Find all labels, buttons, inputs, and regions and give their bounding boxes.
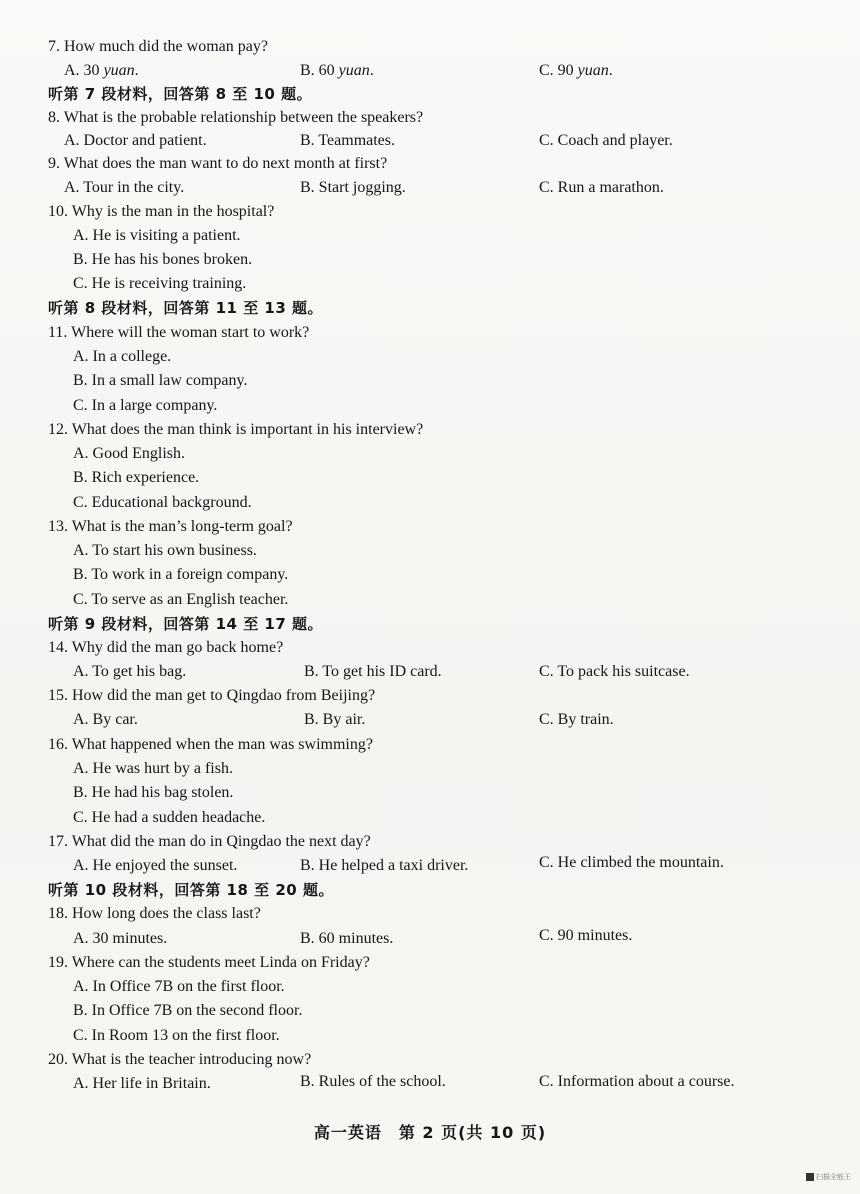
line-text: A. Her life in Britain. [73, 1075, 211, 1092]
section-instruction [48, 880, 334, 900]
watermark-text: 扫描全能王 [816, 1173, 851, 1181]
line-text: B. In a small law company. [73, 372, 248, 389]
answer-option [64, 131, 207, 151]
answer-option [73, 662, 186, 682]
line-text: C. Coach and player. [539, 132, 673, 149]
line-text: B. Start jogging. [300, 179, 406, 196]
answer-option [73, 590, 288, 610]
answer-option [300, 1072, 446, 1092]
line-text: A. 30 minutes. [73, 930, 168, 947]
question-stem [48, 638, 283, 658]
answer-option [539, 926, 632, 946]
line-text: B. 60 minutes. [300, 930, 394, 947]
line-text: 19. Where can the students meet Linda on Friday? [48, 954, 370, 971]
line-text: B. By air. [304, 711, 366, 728]
answer-option [73, 808, 265, 828]
question-stem [48, 953, 370, 973]
line-text: C. Educational background. [73, 494, 252, 511]
question-stem [48, 735, 373, 755]
line-text: B. He helped a taxi driver. [300, 857, 469, 874]
line-text: A. In a college. [73, 348, 172, 365]
line-text: B. Rules of the school. [300, 1073, 446, 1090]
question-stem [48, 1050, 311, 1070]
answer-option [73, 226, 241, 246]
line-text: A. Good English. [73, 445, 185, 462]
answer-option [73, 250, 252, 270]
section-instruction [48, 614, 323, 634]
question-stem [48, 154, 387, 174]
line-text: A. In Office 7B on the first floor. [73, 978, 285, 995]
line-text: C. 90 minutes. [539, 927, 633, 944]
section-instruction [48, 298, 323, 318]
answer-option [73, 710, 138, 730]
question-stem [48, 420, 423, 440]
answer-option [73, 274, 246, 294]
line-text: A. He was hurt by a fish. [73, 760, 233, 777]
line-text: B. Teammates. [300, 132, 396, 149]
line-text: 听第 9 段材料，回答第 14 至 17 题。 [48, 615, 324, 633]
line-text: A. To start his own business. [73, 542, 257, 559]
answer-option [73, 759, 233, 779]
question-stem [48, 37, 268, 57]
line-text: 20. What is the teacher introducing now? [48, 1051, 312, 1068]
answer-option [300, 856, 468, 876]
answer-option [73, 783, 233, 803]
line-text: C. Run a marathon. [539, 179, 664, 196]
line-text: A. 30 [64, 62, 104, 79]
line-punctuation: . [134, 62, 139, 79]
answer-option [73, 1074, 211, 1094]
line-text: C. He is receiving training. [73, 275, 247, 292]
line-text: C. He climbed the mountain. [539, 854, 724, 871]
line-text: C. By train. [539, 711, 614, 728]
page-footer: 高一英语 第 2 页(共 10 页) [313, 1123, 547, 1142]
answer-option [73, 565, 288, 585]
answer-option [539, 1072, 735, 1092]
line-text: 7. How much did the woman pay? [48, 38, 268, 55]
line-text: 10. Why is the man in the hospital? [48, 203, 275, 220]
line-text: C. Information about a course. [539, 1073, 735, 1090]
answer-option [73, 541, 257, 561]
answer-option [73, 1026, 280, 1046]
line-text: C. To pack his suitcase. [539, 663, 690, 680]
line-text: B. He had his bag stolen. [73, 784, 234, 801]
answer-option [539, 710, 614, 730]
line-punctuation: . [608, 62, 613, 79]
question-stem [48, 517, 293, 537]
scanner-watermark [806, 1170, 852, 1184]
answer-option [73, 856, 237, 876]
answer-option [73, 493, 252, 513]
line-text: A. To get his bag. [73, 663, 187, 680]
question-stem [48, 202, 274, 222]
question-stem [48, 686, 375, 706]
answer-option [64, 178, 184, 198]
line-text: 听第 10 段材料，回答第 18 至 20 题。 [48, 881, 334, 899]
currency-unit: yuan [103, 62, 135, 79]
answer-option [539, 662, 690, 682]
line-text: 11. Where will the woman start to work? [48, 324, 310, 341]
line-text: A. Tour in the city. [64, 179, 185, 196]
line-text: C. To serve as an English teacher. [73, 591, 289, 608]
line-text: B. To work in a foreign company. [73, 566, 289, 583]
currency-unit: yuan [338, 62, 370, 79]
answer-option [73, 444, 185, 464]
section-instruction [48, 84, 312, 104]
line-text: C. 90 [539, 62, 578, 79]
answer-option [73, 977, 285, 997]
answer-option [539, 178, 664, 198]
answer-option [73, 371, 247, 391]
question-stem [48, 904, 261, 924]
line-text: 16. What happened when the man was swimming? [48, 736, 373, 753]
line-text: A. Doctor and patient. [64, 132, 207, 149]
line-text: 14. Why did the man go back home? [48, 639, 284, 656]
answer-option [539, 131, 673, 151]
line-text: B. To get his ID card. [304, 663, 442, 680]
answer-option [304, 662, 442, 682]
line-text: A. He is visiting a patient. [73, 227, 241, 244]
answer-option [64, 61, 139, 81]
line-text: B. He has his bones broken. [73, 251, 253, 268]
question-stem [48, 108, 423, 128]
currency-unit: yuan [577, 62, 609, 79]
line-text: 9. What does the man want to do next month at first? [48, 155, 388, 172]
answer-option [73, 929, 167, 949]
line-text: 听第 7 段材料，回答第 8 至 10 题。 [48, 85, 313, 103]
line-text: B. Rich experience. [73, 469, 200, 486]
line-text: A. He enjoyed the sunset. [73, 857, 238, 874]
line-text: 8. What is the probable relationship between the speakers? [48, 109, 424, 126]
answer-option [539, 853, 724, 873]
line-punctuation: . [369, 62, 374, 79]
scanner-logo-icon [806, 1173, 814, 1181]
answer-option [73, 1001, 302, 1021]
line-text: B. In Office 7B on the second floor. [73, 1002, 303, 1019]
line-text: 12. What does the man think is important in his interview? [48, 421, 424, 438]
line-text: C. In a large company. [73, 397, 218, 414]
answer-option [300, 929, 393, 949]
line-text: 15. How did the man get to Qingdao from Beijing? [48, 687, 376, 704]
answer-option [539, 61, 613, 81]
answer-option [73, 396, 217, 416]
line-text: C. In Room 13 on the first floor. [73, 1027, 280, 1044]
answer-option [73, 468, 199, 488]
line-text: 17. What did the man do in Qingdao the next day? [48, 833, 371, 850]
answer-option [304, 710, 365, 730]
answer-option [73, 347, 171, 367]
question-stem [48, 832, 371, 852]
line-text: 13. What is the man’s long-term goal? [48, 518, 293, 535]
line-text: C. He had a sudden headache. [73, 809, 266, 826]
line-text: 听第 8 段材料，回答第 11 至 13 题。 [48, 299, 324, 317]
line-text: B. 60 [300, 62, 339, 79]
line-text: A. By car. [73, 711, 138, 728]
question-stem [48, 323, 309, 343]
answer-option [300, 61, 374, 81]
answer-option [300, 131, 395, 151]
answer-option [300, 178, 406, 198]
line-text: 18. How long does the class last? [48, 905, 261, 922]
